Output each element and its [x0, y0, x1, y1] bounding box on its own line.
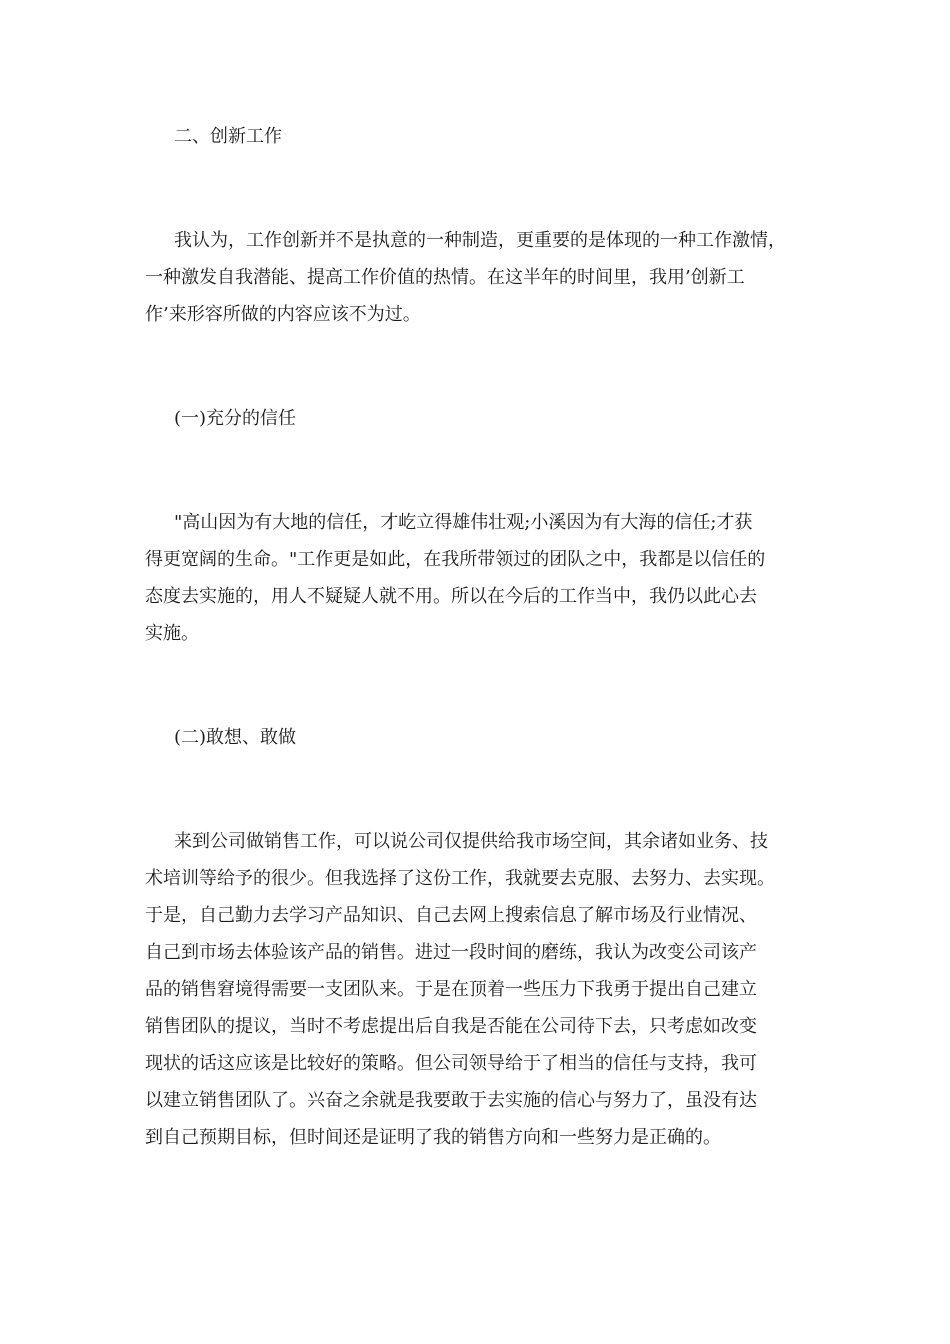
paragraph-line: 态度去实施的，用人不疑疑人就不用。所以在今后的工作当中，我仍以此心去: [145, 586, 757, 607]
paragraph-line: 品的销售窘境得需要一支团队来。于是在顶着一些压力下我勇于提出自己建立: [145, 979, 757, 1000]
dare-paragraph: [145, 823, 815, 1156]
paragraph-line: 到自己预期目标，但时间还是证明了我的销售方向和一些努力是正确的。: [145, 1127, 721, 1148]
paragraph-line: 销售团队的提议，当时不考虑提出后自我是否能在公司待下去，只考虑如改变: [145, 1016, 757, 1037]
paragraph-line: 于是，自己勤力去学习产品知识、自己去网上搜索信息了解市场及行业情况、: [145, 905, 757, 926]
intro-paragraph: [145, 222, 815, 333]
paragraph-line: "高山因为有大地的信任，才屹立得雄伟壮观;小溪因为有大海的信任;才获: [174, 512, 753, 533]
trust-paragraph: [145, 504, 815, 652]
paragraph-line: 作’来形容所做的内容应该不为过。: [145, 304, 421, 325]
paragraph-line: 得更宽阔的生命。"工作更是如此，在我所带领过的团队之中，我都是以信任的: [145, 549, 766, 570]
paragraph-line: 实施。: [145, 623, 199, 644]
paragraph-line: 自己到市场去体验该产品的销售。进过一段时间的磨练，我认为改变公司该产: [145, 942, 757, 963]
section-title: 二、创新工作: [174, 126, 282, 147]
paragraph-line: 来到公司做销售工作，可以说公司仅提供给我市场空间，其余诸如业务、技: [174, 831, 768, 852]
subsection-title-trust: (一)充分的信任: [174, 408, 297, 429]
paragraph-line: 以建立销售团队了。兴奋之余就是我要敢于去实施的信心与努力了，虽没有达: [145, 1090, 757, 1111]
paragraph-line: 一种激发自我潜能、提高工作价值的热情。在这半年的时间里，我用’创新工: [145, 267, 745, 288]
subsection-title-dare: (二)敢想、敢做: [174, 727, 297, 748]
paragraph-line: 术培训等给予的很少。但我选择了这份工作，我就要去克服、去努力、去实现。: [145, 868, 775, 889]
paragraph-line: 我认为，工作创新并不是执意的一种制造，更重要的是体现的一种工作激情，: [174, 230, 786, 251]
paragraph-line: 现状的话这应该是比较好的策略。但公司领导给于了相当的信任与支持，我可: [145, 1053, 757, 1074]
